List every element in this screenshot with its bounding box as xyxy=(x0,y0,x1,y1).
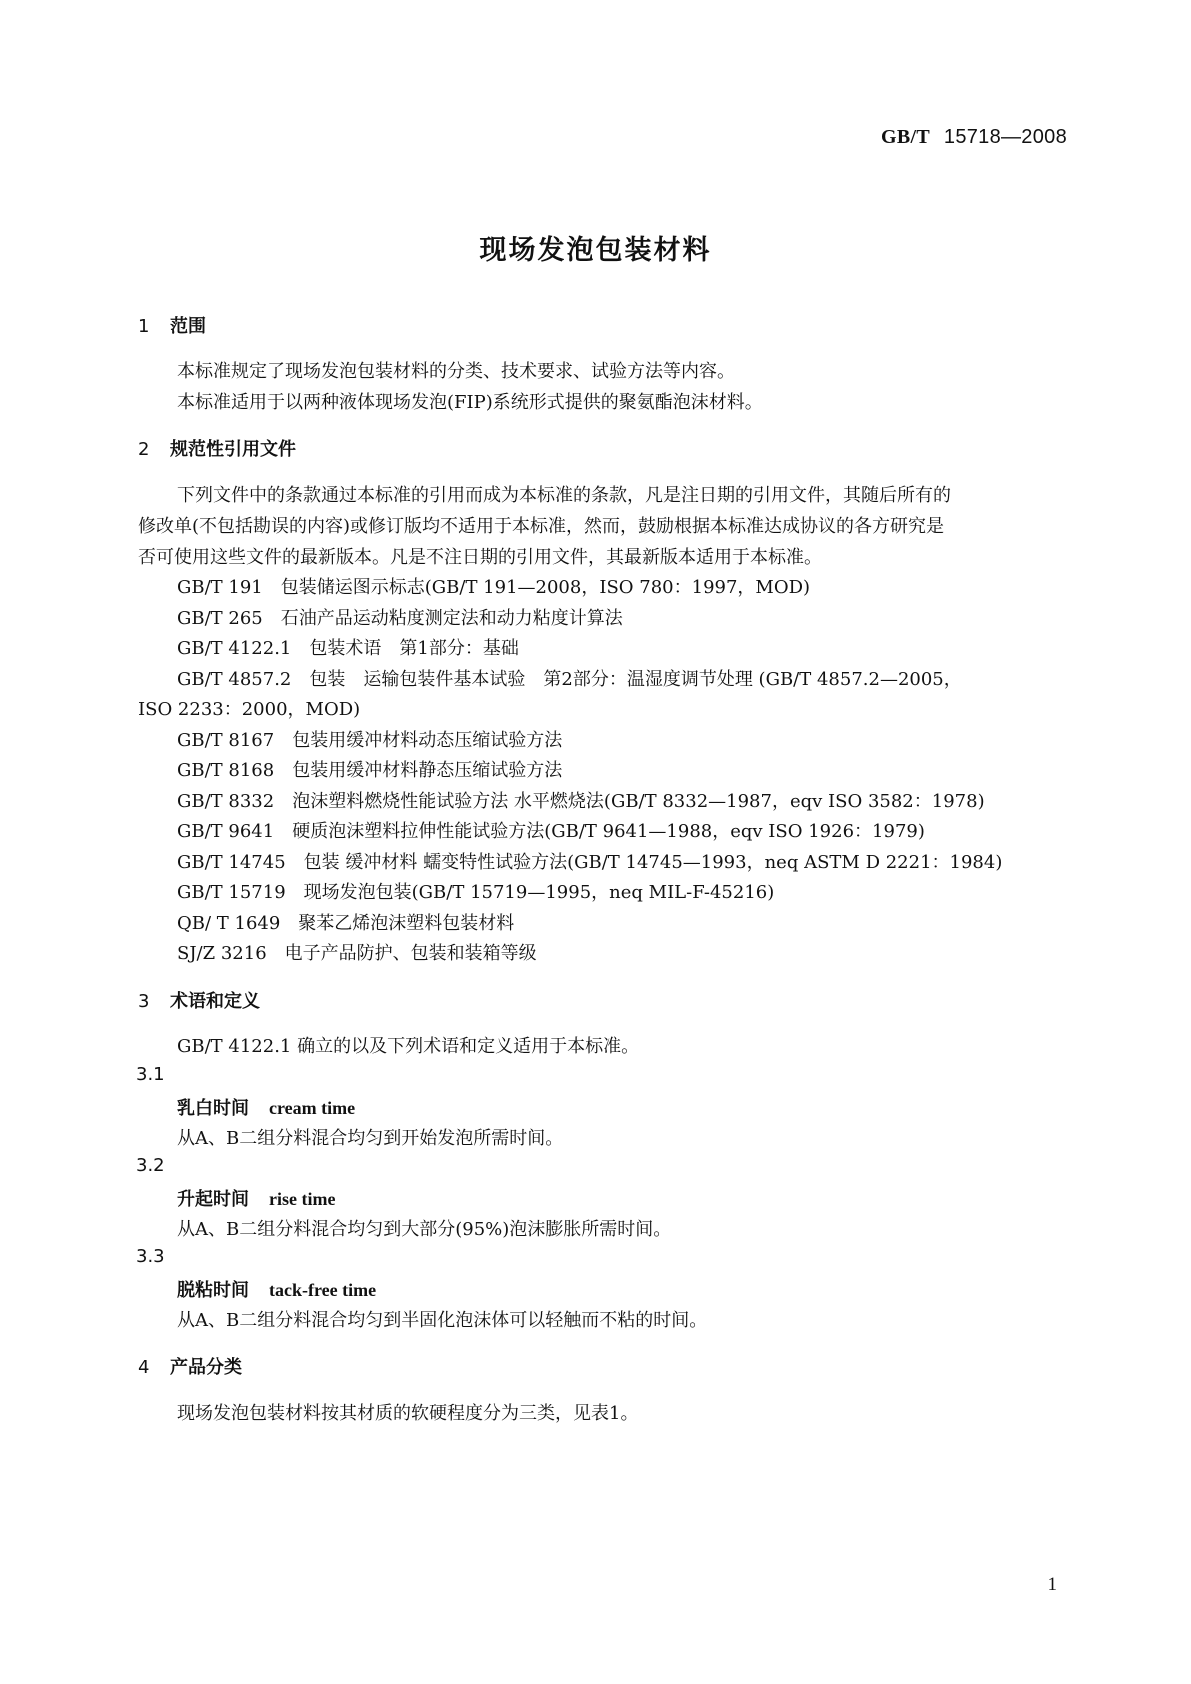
reference-item: GB/T 8167 包装用缓冲材料动态压缩试验方法 xyxy=(177,730,563,751)
standard-number: 15718—2008 xyxy=(943,126,1067,148)
clause-number: 3.2 xyxy=(136,1155,165,1176)
term-english: rise time xyxy=(269,1189,336,1209)
section-3-heading xyxy=(138,987,260,1013)
clause-number: 3.3 xyxy=(136,1246,165,1267)
paragraph: 本标准适用于以两种液体现场发泡(FIP)系统形式提供的聚氨酯泡沫材料。 xyxy=(177,392,763,413)
reference-item: GB/T 191 包装储运图示标志(GB/T 191—2008，ISO 780：1997，MOD) xyxy=(177,577,811,598)
term-chinese: 升起时间 xyxy=(177,1189,249,1210)
section-title: 范围 xyxy=(170,316,206,337)
reference-item: GB/T 9641 硬质泡沫塑料拉伸性能试验方法(GB/T 9641—1988，eqv ISO 1926：1979) xyxy=(177,821,925,842)
section-number: 2 xyxy=(138,439,150,460)
section-title: 术语和定义 xyxy=(170,991,260,1012)
reference-item: SJ/Z 3216 电子产品防护、包装和装箱等级 xyxy=(177,943,537,964)
section-4-heading xyxy=(138,1353,242,1379)
document-title: 现场发泡包装材料 xyxy=(479,235,712,266)
section-1-heading xyxy=(138,312,206,338)
section-number: 4 xyxy=(138,1357,150,1378)
term-definition: 从A、B二组分料混合均匀到开始发泡所需时间。 xyxy=(177,1128,564,1149)
reference-item: GB/T 4857.2 包装 运输包装件基本试验 第2部分：温湿度调节处理 (GB/T 4857.2—2005， xyxy=(177,669,962,690)
reference-item: QB/ T 1649 聚苯乙烯泡沫塑料包装材料 xyxy=(177,913,515,934)
reference-item: GB/T 15719 现场发泡包装(GB/T 15719—1995，neq MIL-F-45216) xyxy=(177,882,775,903)
term-chinese: 乳白时间 xyxy=(177,1098,249,1119)
term-english: tack-free time xyxy=(269,1280,377,1300)
term-english: cream time xyxy=(269,1098,356,1118)
reference-item: GB/T 265 石油产品运动粘度测定法和动力粘度计算法 xyxy=(177,608,623,629)
reference-item-continuation: ISO 2233：2000，MOD) xyxy=(138,699,361,720)
paragraph-line: 否可使用这些文件的最新版本。凡是不注日期的引用文件，其最新版本适用于本标准。 xyxy=(138,547,822,568)
term-definition: 从A、B二组分料混合均匀到大部分(95%)泡沫膨胀所需时间。 xyxy=(177,1219,672,1240)
section-title: 规范性引用文件 xyxy=(170,439,296,460)
paragraph: GB/T 4122.1 确立的以及下列术语和定义适用于本标准。 xyxy=(177,1036,640,1057)
term-chinese: 脱粘时间 xyxy=(177,1280,249,1301)
term-entry xyxy=(177,1185,335,1211)
reference-item: GB/T 8168 包装用缓冲材料静态压缩试验方法 xyxy=(177,760,563,781)
clause-number: 3.1 xyxy=(136,1064,165,1085)
reference-item: GB/T 4122.1 包装术语 第1部分：基础 xyxy=(177,638,519,659)
paragraph-line: 修改单(不包括勘误的内容)或修订版均不适用于本标准，然而，鼓励根据本标准达成协议的各方研究是 xyxy=(138,516,945,537)
section-title: 产品分类 xyxy=(170,1357,242,1378)
standard-prefix: GB/T xyxy=(881,126,931,148)
reference-item: GB/T 8332 泡沫塑料燃烧性能试验方法 水平燃烧法(GB/T 8332—1987，eqv ISO 3582：1978) xyxy=(177,791,985,812)
paragraph: 现场发泡包装材料按其材质的软硬程度分为三类，见表1。 xyxy=(177,1403,639,1424)
section-2-heading xyxy=(138,435,296,461)
section-number: 3 xyxy=(138,991,150,1012)
section-number: 1 xyxy=(138,316,150,337)
term-definition: 从A、B二组分料混合均匀到半固化泡沫体可以轻触而不粘的时间。 xyxy=(177,1310,708,1331)
term-entry xyxy=(177,1094,355,1120)
reference-item: GB/T 14745 包装 缓冲材料 蠕变特性试验方法(GB/T 14745—1993，neq ASTM D 2221：1984) xyxy=(177,852,1003,873)
page-number: 1 xyxy=(1047,1574,1057,1595)
standard-code xyxy=(881,126,1067,149)
term-entry xyxy=(177,1276,376,1302)
paragraph-line: 下列文件中的条款通过本标准的引用而成为本标准的条款，凡是注日期的引用文件，其随后所有的 xyxy=(177,485,951,506)
paragraph: 本标准规定了现场发泡包装材料的分类、技术要求、试验方法等内容。 xyxy=(177,361,735,382)
